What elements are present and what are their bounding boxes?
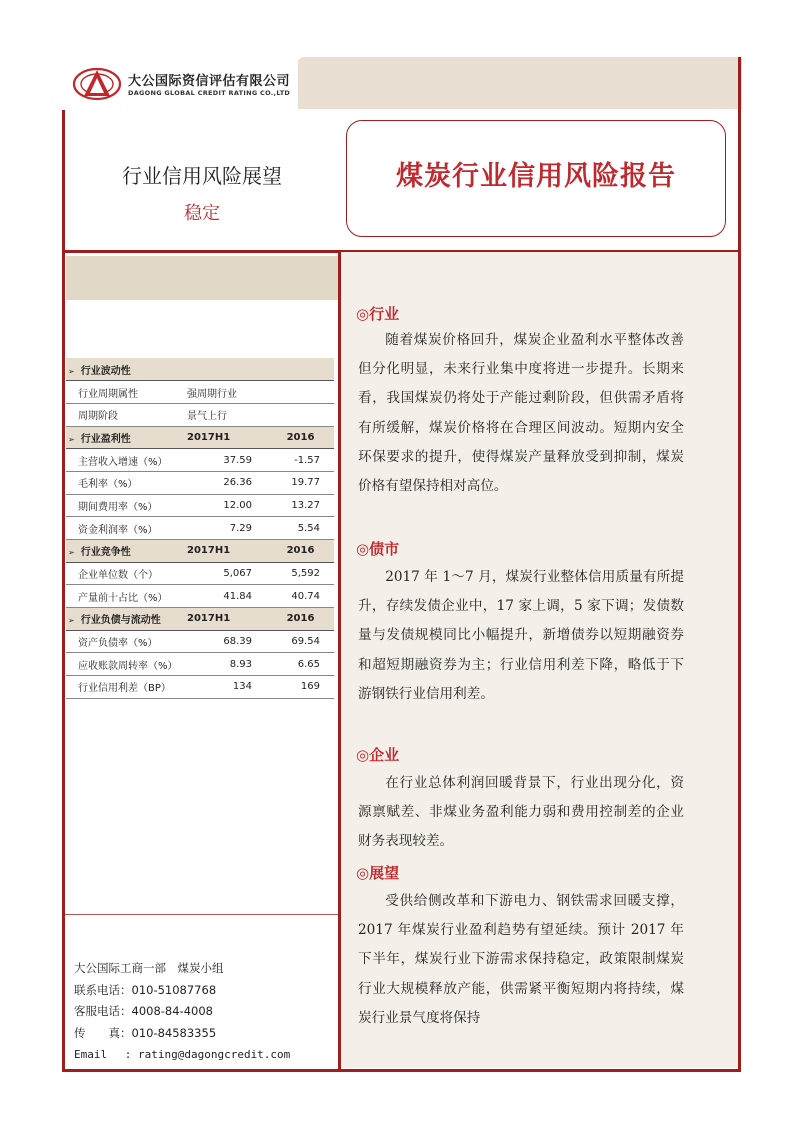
table-row [66, 562, 334, 585]
table-row [66, 449, 334, 472]
metrics-section-title: 行业波动性 [80, 365, 131, 377]
metrics-col-header [266, 358, 334, 381]
table-row [66, 471, 334, 494]
metrics-section-title: 行业竞争性 [80, 547, 131, 559]
metric-value-prior [266, 381, 334, 404]
metric-value-current: 8.93 [184, 653, 266, 676]
contact-fax: 传 真：010-84583355 [74, 1025, 217, 1040]
report-title: 煤炭行业信用风险报告 [396, 161, 676, 192]
metrics-section-row [66, 358, 334, 381]
metric-value-current: 强周期行业 [184, 381, 266, 404]
contact-block [74, 958, 290, 1066]
metric-label: 资金利润率（%） [66, 517, 184, 540]
table-row [66, 630, 334, 653]
contact-service: 客服电话：4008-84-4008 [74, 1004, 213, 1018]
paragraph-bond: 2017 年 1～7 月，煤炭行业整体信用质量有所提升，存续发债企业中，17 家上调，5 家下调；发债数量与发债规模同比小幅提升，新增债券以短期融资券和超短期融资券为主；行业信用利差下降，略低于下游钢铁行业信用利差。 [358, 569, 684, 702]
arrow-bullet-icon: ➢ [68, 548, 75, 558]
section-head-outlook: ◎展望 [356, 864, 400, 882]
metric-value-current: 41.84 [184, 585, 266, 608]
metric-value-prior: 69.54 [266, 630, 334, 653]
table-row [66, 653, 334, 676]
metric-value-current: 7.29 [184, 517, 266, 540]
outlook-value: 稳定 [184, 203, 220, 224]
contact-divider [65, 914, 338, 915]
metric-value-prior: 5,592 [266, 562, 334, 585]
section-head-bond: ◎债市 [356, 540, 400, 558]
table-row [66, 494, 334, 517]
metric-value-current: 68.39 [184, 630, 266, 653]
metric-value-prior: 169 [266, 676, 334, 699]
metric-label: 企业单位数（个） [66, 562, 184, 585]
section-head-industry: ◎行业 [356, 305, 400, 323]
table-row [66, 403, 334, 426]
metric-label: 周期阶段 [66, 403, 184, 426]
metrics-section-title: 行业盈利性 [80, 433, 131, 445]
dagong-logo-icon [72, 66, 122, 102]
metric-value-current: 26.36 [184, 471, 266, 494]
outlook-title: 行业信用风险展望 [122, 164, 282, 188]
metrics-section-row [66, 540, 334, 563]
contact-team: 大公国际工商一部 煤炭小组 [74, 961, 224, 975]
metric-label: 资产负债率（%） [66, 630, 184, 653]
company-name-en: DAGONG GLOBAL CREDIT RATING CO.,LTD [128, 89, 291, 97]
metric-value-current: 37.59 [184, 449, 266, 472]
metric-label: 毛利率（%） [66, 471, 184, 494]
left-header-bar [66, 256, 338, 300]
metric-label: 主营收入增速（%） [66, 449, 184, 472]
metric-label: 应收账款周转率（%） [66, 653, 184, 676]
arrow-bullet-icon: ➢ [68, 366, 75, 376]
arrow-bullet-icon: ➢ [68, 434, 75, 444]
table-row [66, 585, 334, 608]
section-head-enterprise: ◎企业 [356, 746, 400, 764]
paragraph-enterprise: 在行业总体利润回暖背景下，行业出现分化，资源禀赋差、非煤业务盈利能力弱和费用控制差的企业财务表现较差。 [358, 775, 684, 850]
metric-value-prior: 6.65 [266, 653, 334, 676]
metrics-section-row [66, 426, 334, 449]
metrics-col-header [184, 358, 266, 381]
metrics-section-title: 行业负债与流动性 [80, 615, 161, 627]
metric-value-prior: -1.57 [266, 449, 334, 472]
metrics-table [66, 358, 334, 699]
metric-label: 行业信用利差（BP） [66, 676, 184, 699]
metrics-col-header: 2017H1 [184, 540, 266, 563]
metric-value-current: 12.00 [184, 494, 266, 517]
arrow-bullet-icon: ➢ [68, 616, 75, 626]
frame-bottom-line [62, 1069, 741, 1072]
metrics-col-header: 2016 [266, 608, 334, 631]
company-name-cn: 大公国际资信评估有限公司 [128, 74, 291, 89]
metric-label: 产量前十占比（%） [66, 585, 184, 608]
table-row [66, 381, 334, 404]
metric-value-prior: 5.54 [266, 517, 334, 540]
metric-value-current: 134 [184, 676, 266, 699]
metric-value-prior: 13.27 [266, 494, 334, 517]
metric-value-current: 5,067 [184, 562, 266, 585]
metric-value-prior: 40.74 [266, 585, 334, 608]
header-band [298, 57, 742, 109]
metric-label: 行业周期属性 [66, 381, 184, 404]
frame-right-line [738, 57, 741, 1072]
contact-email[interactable]: Email : rating@dagongcredit.com [74, 1048, 291, 1061]
metrics-section-row [66, 608, 334, 631]
metric-value-current: 景气上行 [184, 403, 266, 426]
paragraph-outlook: 受供给侧改革和下游电力、钢铁需求回暖支撑，2017 年煤炭行业盈利趋势有望延续。预计 2017 年下半年，煤炭行业下游需求保持稳定，政策限制煤炭行业大规模释放产能，供需紧平衡短期内将持续，煤炭行业景气度将保持 [358, 893, 684, 1026]
metrics-col-header: 2016 [266, 426, 334, 449]
metric-value-prior: 19.77 [266, 471, 334, 494]
frame-left-line [62, 110, 65, 1072]
table-row [66, 517, 334, 540]
table-row [66, 676, 334, 699]
metric-label: 期间费用率（%） [66, 494, 184, 517]
paragraph-industry: 随着煤炭价格回升，煤炭企业盈利水平整体改善但分化明显，未来行业集中度将进一步提升。长期来看，我国煤炭仍将处于产能过剩阶段，但供需矛盾将有所缓解，煤炭价格将在合理区间波动。短期内安全环保要求的提升，使得煤炭产量释放受到抑制，煤炭价格有望保持相对高位。 [358, 332, 684, 495]
metrics-col-header: 2016 [266, 540, 334, 563]
metrics-col-header: 2017H1 [184, 426, 266, 449]
contact-phone: 联系电话：010-51087768 [74, 982, 217, 997]
metrics-col-header: 2017H1 [184, 608, 266, 631]
metric-value-prior [266, 403, 334, 426]
